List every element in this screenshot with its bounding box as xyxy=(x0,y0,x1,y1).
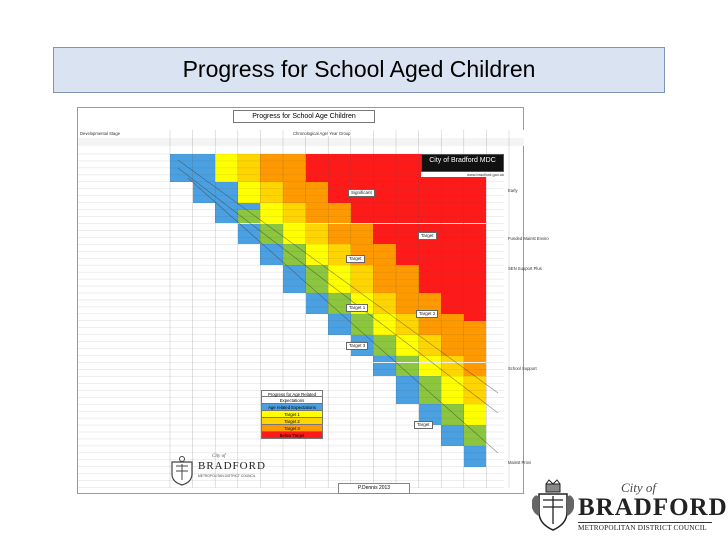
right-note-funded: Funded Mainst Enviro xyxy=(508,236,549,241)
right-note-sen: SEN Support Plus xyxy=(508,266,542,271)
band-label-significant: Significant xyxy=(348,189,375,197)
logo-city: City of xyxy=(621,480,657,495)
legend-row: Expectations xyxy=(261,397,323,404)
bradford-council-logo xyxy=(528,478,728,534)
sheet-crest-icon xyxy=(168,456,196,486)
right-note-school-support: School Support xyxy=(508,366,537,371)
logo-sub: METROPOLITAN DISTRICT COUNCIL xyxy=(578,524,707,532)
legend-row: Target 3 xyxy=(261,425,323,432)
sheet-author-date: P.Dennis 2013 xyxy=(338,483,410,494)
band-label-target-2: Target 2 xyxy=(416,310,438,318)
logo-rule xyxy=(578,522,712,523)
right-note-mainst: Mainst Provi xyxy=(508,460,532,465)
legend xyxy=(261,390,323,439)
header-left: Developmental Stage xyxy=(80,131,121,136)
band-label-target-c: Target xyxy=(414,421,433,429)
band-label-target-3: Target 3 xyxy=(346,342,368,350)
diagonal-guide-line xyxy=(188,178,498,453)
diagonal-guide-line xyxy=(178,160,498,393)
right-note-early: Early xyxy=(508,188,518,193)
progress-grid-sheet xyxy=(77,107,549,494)
legend-row: Age related Expectations xyxy=(261,404,323,411)
sheet-logo-name: BRADFORD xyxy=(198,460,266,472)
band-label-target-1: Target 1 xyxy=(346,304,368,312)
sheet-bradford-logo xyxy=(168,454,266,488)
sheet-logo-sub: METROPOLITAN DISTRICT COUNCIL xyxy=(198,474,256,478)
sheet-logo-city: City of xyxy=(212,454,226,459)
logo-name: BRADFORD xyxy=(578,494,728,521)
legend-row: Target 2 xyxy=(261,418,323,425)
slide-title: Progress for School Aged Children xyxy=(182,56,536,82)
legend-row: Progress for Age Related xyxy=(261,390,323,397)
legend-row: Below Target xyxy=(261,432,323,439)
bradford-crest-icon xyxy=(530,480,576,532)
header-right: Chronological Age/ Year Group xyxy=(293,131,351,136)
bradford-badge: City of Bradford MDC xyxy=(421,154,504,172)
slide-title-box xyxy=(53,47,665,93)
band-label-target-b: Target xyxy=(346,255,365,263)
bradford-url: www.bradford.gov.uk xyxy=(421,172,504,177)
legend-row: Target 1 xyxy=(261,411,323,418)
sheet-title: Progress for School Age Children xyxy=(233,110,375,123)
band-label-target-a: Target xyxy=(418,232,437,240)
